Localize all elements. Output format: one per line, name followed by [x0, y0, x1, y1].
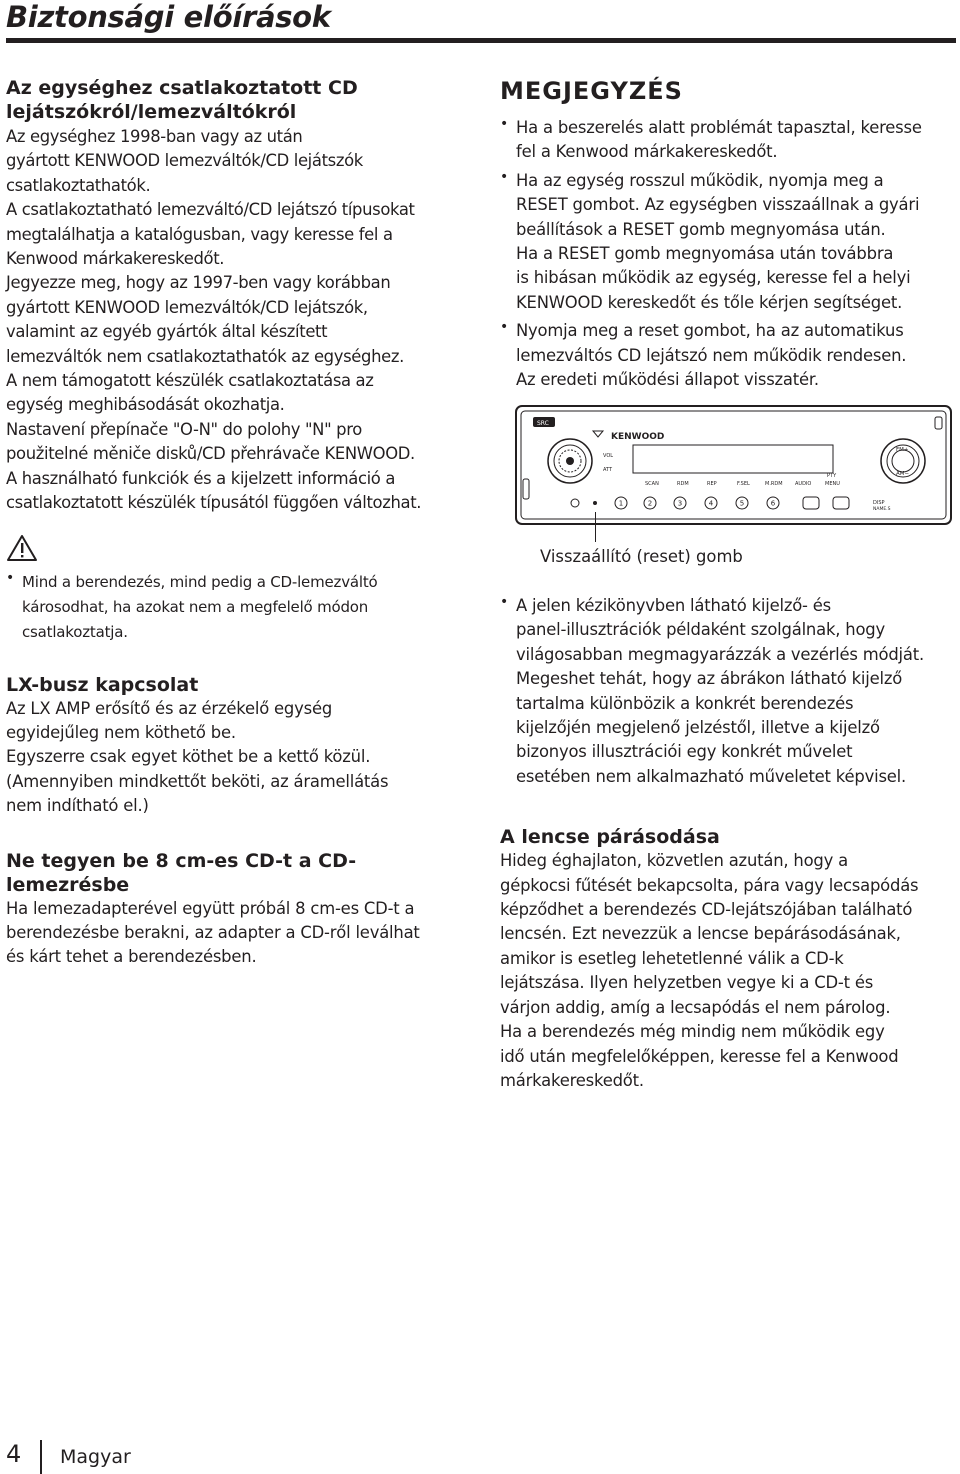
bullet-icon: • — [500, 116, 509, 132]
list-item — [500, 116, 952, 165]
car-stereo-faceplate-figure — [515, 405, 952, 527]
title-rule — [6, 38, 956, 43]
cd-heading-line-2: lejátszókról/lemezváltókról — [6, 101, 297, 123]
preset-1-label: 1 — [618, 499, 624, 508]
text-line: A használható funkciók és a kijelzett információ a — [6, 468, 396, 488]
text-line: egyidejűleg nem köthető be. — [6, 722, 236, 742]
text-line: panel-illusztrációk példaként szolgálnak, hogy — [516, 620, 885, 640]
text-line: gépkocsi fűtését bekapcsolta, pára vagy lecsapódás — [500, 875, 919, 895]
text-line: Nyomja meg a reset gombot, ha az automatikus — [516, 321, 904, 341]
warning-triangle-icon — [6, 534, 38, 562]
lens-section — [500, 825, 952, 1093]
right-column — [500, 76, 952, 392]
footer-language: Magyar — [60, 1446, 131, 1468]
text-line: lejátszása. Ilyen helyzetben vegye ki a CD-t és — [500, 973, 874, 993]
pty-label: PTY — [827, 473, 837, 479]
name-label: NAME.S — [873, 507, 891, 512]
text-line: és kárt tehet a berendezésben. — [6, 947, 257, 967]
brand-logo: KENWOOD — [611, 432, 665, 442]
lx-heading: LX-busz kapcsolat — [6, 673, 199, 696]
text-line: egység meghibásodását okozhatja. — [6, 395, 285, 415]
vol-label: VOL — [603, 453, 614, 459]
disp-label: DISP — [873, 500, 885, 506]
lens-heading: A lencse párásodása — [500, 826, 720, 849]
cd-paragraph — [6, 125, 471, 516]
text-line: použitelné měniče disků/CD přehrávače KENWOOD. — [6, 444, 415, 464]
text-line: beállítások a RESET gomb megnyomása után. — [516, 219, 886, 239]
cd8-section — [6, 849, 471, 970]
figure-caption: Visszaállító (reset) gomb — [540, 547, 743, 566]
text-line: esetében nem alkalmazható műveletet képvisel. — [516, 766, 907, 786]
att-label: ATT — [603, 467, 613, 473]
right-lower — [500, 594, 952, 1093]
menu-label: MENU — [825, 481, 840, 487]
text-line: valamint az egyéb gyártók által készített — [6, 322, 328, 342]
text-line: A csatlakoztatható lemezváltó/CD lejátszó típusokat — [6, 200, 415, 220]
text-line: Ha a beszerelés alatt problémát tapasztal, keresse — [516, 118, 922, 137]
src-label: SRC — [537, 420, 549, 427]
footer-divider — [40, 1440, 42, 1474]
am-label: AM− — [896, 471, 910, 477]
bullet-icon: • — [500, 168, 509, 185]
text-line: (Amennyiben mindkettőt beköti, az áramellátás — [6, 771, 389, 791]
bullet-icon: • — [500, 319, 509, 336]
cd-heading-line-1: Az egységhez csatlakoztatott CD — [6, 77, 358, 99]
text-line: Ha az egység rosszul működik, nyomja meg a — [516, 170, 884, 190]
bullet-icon: • — [6, 569, 15, 586]
rep-label: REP — [707, 481, 717, 487]
text-line: gyártott KENWOOD lemezváltók/CD lejátszók, — [6, 297, 368, 317]
text-line: Ha lemezadapterével együtt próbál 8 cm-es CD-t a — [6, 898, 415, 918]
text-line: csatlakoztathatók. — [6, 175, 151, 195]
text-line: berendezésbe berakni, az adapter a CD-ről leválhat — [6, 922, 420, 942]
page-number: 4 — [6, 1440, 22, 1468]
caution-block — [6, 534, 471, 645]
text-line: Ha a RESET gomb megnyomása után továbbra — [516, 244, 894, 264]
text-line: idő után megfelelőképpen, keresse fel a Kenwood — [500, 1046, 899, 1066]
text-line: Egyszerre csak egyet köthet be a kettő közül. — [6, 747, 371, 767]
reset-leader-line — [595, 512, 596, 542]
text-line: bizonyos illusztrációi egy konkrét művelet — [516, 742, 853, 762]
text-line: kijelzőjén megjelenő jelzéstől, illetve a kijelző — [516, 718, 880, 738]
display-note-list — [500, 594, 952, 789]
text-line: gyártott KENWOOD lemezváltók/CD lejátszók — [6, 151, 363, 171]
text-line: Ha a berendezés még mindig nem működik egy — [500, 1022, 885, 1042]
text-line: károsodhat, ha azokat nem a megfelelő módon — [22, 597, 369, 616]
fsel-label: F.SEL — [737, 481, 750, 487]
note-heading: MEGJEGYZÉS — [500, 77, 683, 105]
text-line: Az egységhez 1998-ban vagy az után — [6, 127, 303, 146]
list-item — [500, 594, 952, 789]
rdm-label: RDM — [677, 481, 689, 487]
text-line: lencsén. Ezt nevezzük a lencse bepárásodásának, — [500, 924, 901, 944]
text-line: márkakereskedőt. — [500, 1070, 644, 1090]
mrdm-label: M.RDM — [765, 481, 783, 487]
text-line: Nastavení přepínače "O-N" do polohy "N" pro — [6, 419, 362, 439]
text-line: RESET gombot. Az egységben visszaállnak a gyári — [516, 195, 920, 215]
preset-4-label: 4 — [708, 499, 714, 508]
text-line: csatlakoztatott készülék típusától függően változhat. — [6, 493, 422, 513]
preset-5-label: 5 — [739, 499, 745, 508]
text-line: képződhet a berendezés CD-lejátszójában található — [500, 900, 913, 920]
fm-label: FM+ — [896, 447, 909, 453]
text-line: várjon addig, amíg a lecsapódás el nem párolog. — [500, 997, 891, 1017]
audio-label: AUDIO — [795, 481, 812, 487]
page-title: Biztonsági előírások — [6, 0, 331, 34]
text-line: lemezváltós CD lejátszó nem működik rendesen. — [516, 345, 907, 365]
text-line: Megeshet tehát, hogy az ábrákon látható kijelző — [516, 669, 903, 689]
text-line: Az LX AMP erősítő és az érzékelő egység — [6, 698, 333, 718]
text-line: nem indítható el.) — [6, 796, 149, 816]
text-line: Az eredeti működési állapot visszatér. — [516, 370, 819, 390]
list-item — [500, 319, 952, 392]
text-line: A nem támogatott készülék csatlakoztatása az — [6, 371, 374, 391]
text-line: lemezváltók nem csatlakoztathatók az egységhez. — [6, 346, 404, 366]
text-line: tartalma különbözik a konkrét berendezés — [516, 693, 854, 713]
left-column — [6, 76, 471, 970]
text-line: A jelen kézikönyvben látható kijelző- és — [516, 596, 831, 615]
text-line: Kenwood márkakereskedőt. — [6, 249, 225, 269]
preset-2-label: 2 — [647, 499, 653, 508]
preset-3-label: 3 — [677, 499, 683, 508]
scan-label: SCAN — [645, 481, 659, 487]
lx-section — [6, 673, 471, 819]
bullet-icon: • — [500, 594, 509, 610]
text-line: Mind a berendezés, mind pedig a CD-lemezváltó — [22, 572, 378, 591]
text-line: csatlakoztatja. — [22, 622, 128, 641]
text-line: amikor is esetleg lehetetlenné válik a CD-k — [500, 948, 844, 968]
text-line: is hibásan működik az egység, keresse fel a helyi — [516, 268, 911, 288]
text-line: megtalálhatja a katalógusban, vagy keresse fel a — [6, 224, 393, 244]
list-item — [500, 169, 952, 315]
cd8-heading-line-2: lemezrésbe — [6, 873, 130, 896]
caution-list — [6, 570, 471, 645]
list-item — [6, 570, 471, 645]
cd8-heading-line-1: Ne tegyen be 8 cm-es CD-t a CD- — [6, 849, 357, 872]
text-line: fel a Kenwood márkakereskedőt. — [516, 142, 778, 162]
text-line: Jegyezze meg, hogy az 1997-ben vagy korábban — [6, 273, 391, 293]
text-line: KENWOOD kereskedőt és tőle kérjen segítséget. — [516, 292, 903, 312]
note-list — [500, 116, 952, 392]
preset-6-label: 6 — [770, 499, 776, 508]
text-line: Hideg éghajlaton, közvetlen azután, hogy a — [500, 851, 848, 871]
text-line: világosabban megmagyarázzák a vezérlés módját. — [516, 644, 924, 664]
